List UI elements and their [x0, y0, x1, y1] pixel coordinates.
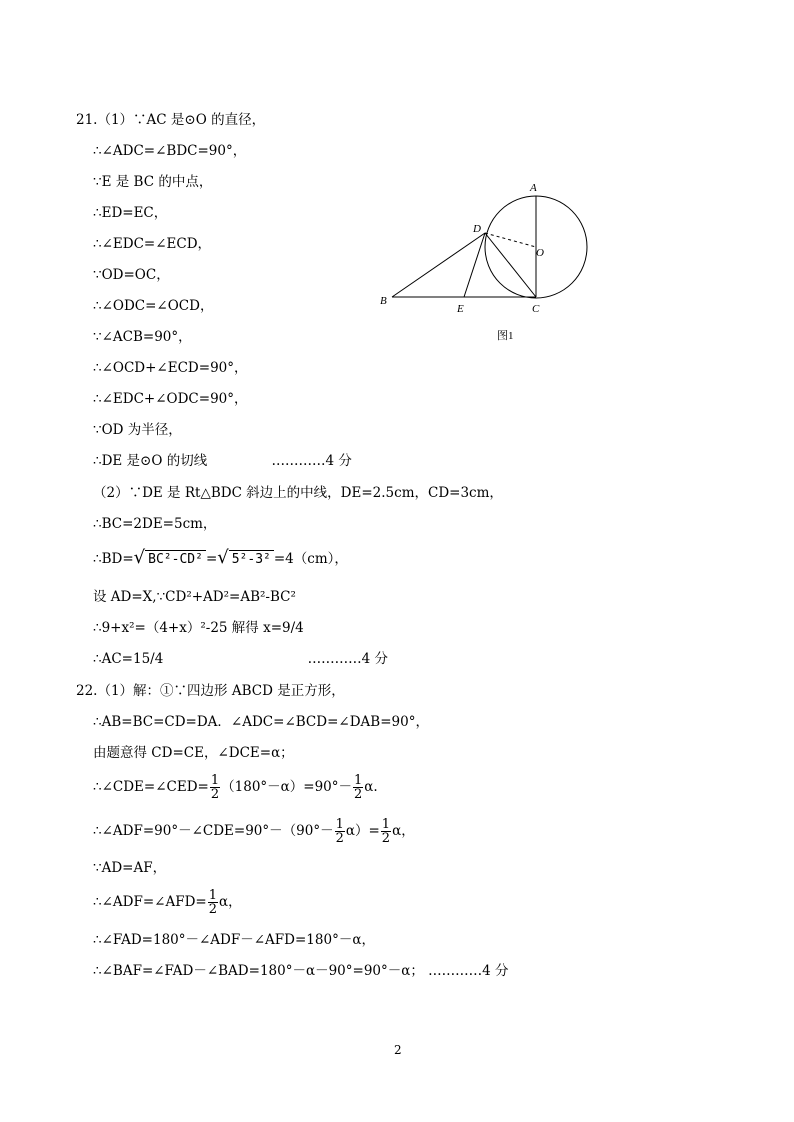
numerator: 1	[210, 773, 220, 788]
text: α，	[392, 823, 415, 839]
text: α）=	[345, 823, 380, 839]
segment-de	[464, 233, 485, 297]
q21-line-3: ∵E 是 BC 的中点，	[93, 174, 213, 190]
q21-line-11: ∵OD 为半径，	[93, 422, 182, 438]
radical-sign: √	[133, 547, 146, 568]
segment-bd	[392, 233, 485, 297]
q21-line-8: ∵∠ACB=90°，	[93, 329, 192, 345]
q22-line-7	[93, 889, 242, 916]
label-a: A	[530, 182, 537, 194]
label-o: O	[536, 247, 544, 259]
q21-line-12-text: ∴DE 是⊙O 的切线	[93, 453, 208, 469]
denominator: 2	[210, 787, 220, 802]
q21-line-2: ∴∠ADC=∠BDC=90°，	[93, 143, 247, 159]
fraction-half	[208, 889, 218, 916]
text: （180°－α）=90°－	[221, 779, 353, 795]
numerator: 1	[335, 817, 344, 832]
numerator: 1	[208, 888, 217, 903]
q21-line-7: ∴∠ODC=∠OCD，	[93, 298, 214, 314]
q21-line-18-text: ∴AC=15/4	[93, 651, 164, 667]
q21-line-9: ∴∠OCD+∠ECD=90°，	[93, 360, 248, 376]
denominator: 2	[381, 831, 391, 846]
text: ∴∠ADF=∠AFD=	[93, 894, 207, 910]
segment-dc	[485, 233, 536, 297]
q22-line-8: ∴∠FAD=180°－∠ADF－∠AFD=180°－α，	[93, 932, 375, 948]
numerator: 1	[381, 817, 391, 832]
q22-line-3: 由题意得 CD=CE，∠DCE=α；	[93, 745, 294, 761]
q21-line-10: ∴∠EDC+∠ODC=90°，	[93, 391, 248, 407]
q22-line-2: ∴AB=BC=CD=DA．∠ADC=∠BCD=∠DAB=90°，	[93, 714, 429, 730]
score-mark: …………4 分	[307, 651, 388, 667]
q22-line-9: ∴∠BAF=∠FAD－∠BAD=180°－α－90°=90°－α； …………4 分	[93, 963, 509, 979]
text: α.	[364, 779, 378, 795]
bd-label: ∴BD=	[93, 551, 134, 567]
text: ∴∠ADF=90°－∠CDE=90°－（90°－	[93, 823, 334, 839]
q21-line-1: 21.（1）∵AC 是⊙O 的直径，	[76, 112, 266, 128]
q21-line-14: ∴BC=2DE=5cm，	[93, 516, 217, 532]
q22-line-1: 22.（1）解：①∵四边形 ABCD 是正方形，	[76, 683, 345, 699]
bd-result: =4（cm），	[273, 551, 348, 567]
radicand-1: BC²-CD²	[145, 550, 206, 569]
score-mark: …………4 分	[271, 453, 352, 469]
radicand-2: 5²-3²	[229, 550, 274, 569]
text: α，	[219, 894, 242, 910]
denominator: 2	[335, 831, 344, 846]
label-c: C	[532, 303, 540, 315]
fraction-half	[210, 774, 220, 801]
denominator: 2	[354, 787, 363, 802]
geometry-figure	[370, 175, 600, 355]
fraction-half	[381, 818, 391, 845]
q22-line-5	[93, 818, 415, 845]
segment-do-dashed	[485, 233, 536, 247]
q21-line-17: ∴9+x²=（4+x）²-25 解得 x=9/4	[93, 620, 304, 636]
label-d: D	[473, 223, 481, 235]
q21-line-12	[93, 452, 352, 470]
page-number: 2	[394, 1043, 402, 1057]
q22-line-4	[93, 774, 378, 801]
q21-line-18	[93, 650, 388, 668]
q21-line-4: ∴ED=EC，	[93, 205, 168, 221]
figure-caption: 图1	[497, 330, 514, 342]
fraction-half	[335, 818, 345, 845]
denominator: 2	[208, 902, 217, 917]
text: ∴∠CDE=∠CED=	[93, 779, 209, 795]
q21-line-13: （2）∵DE 是 Rt△BDC 斜边上的中线，DE=2.5cm，CD=3cm，	[93, 485, 503, 501]
q21-line-15	[93, 549, 348, 569]
numerator: 1	[354, 773, 363, 788]
radical-sign: √	[217, 547, 229, 568]
equals: =	[205, 551, 218, 567]
q21-line-6: ∵OD=OC，	[93, 267, 170, 283]
fraction-half	[353, 774, 363, 801]
q21-line-5: ∴∠EDC=∠ECD，	[93, 236, 212, 252]
label-b: B	[380, 295, 387, 307]
q22-line-6: ∵AD=AF，	[93, 860, 167, 876]
label-e: E	[457, 303, 464, 315]
q21-line-16: 设 AD=X,∵CD²+AD²=AB²-BC²	[93, 589, 296, 605]
